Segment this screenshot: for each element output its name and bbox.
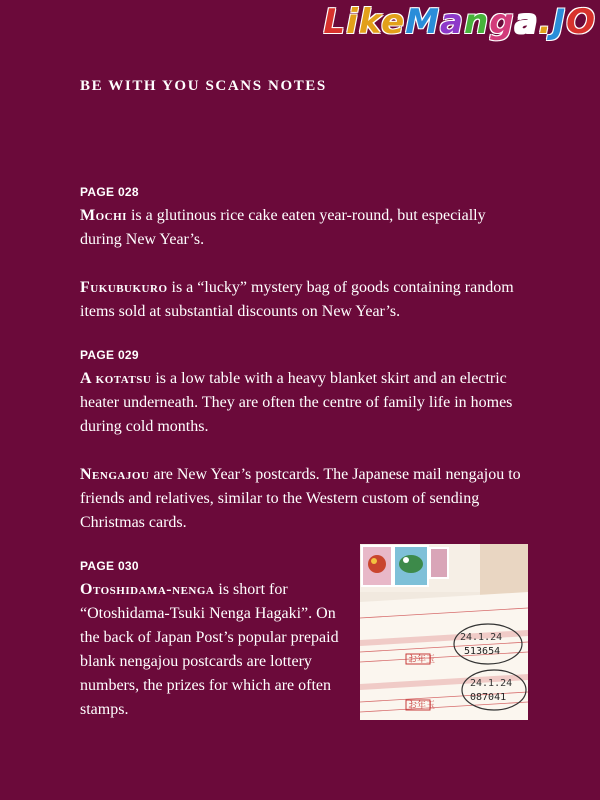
note-text: are New Year’s postcards. The Japanese mail nengajou to friends and relatives, similar to the Western custom of sending Christmas cards. — [80, 466, 521, 531]
note-nengajou — [80, 463, 530, 535]
watermark-letter: g — [489, 2, 515, 42]
note-fukubukuro — [80, 276, 530, 324]
note-mochi — [80, 204, 530, 252]
watermark-letter: M — [405, 2, 441, 42]
watermark-letter: . — [538, 2, 553, 42]
note-text: is short for “Otoshidama-Tsuki Nenga Hagaki”. On the back of Japan Post’s popular prepaid blank nengajou postcards are lottery numbers, the prizes for which are often stamps. — [80, 581, 339, 718]
note-term: Fukubukuro — [80, 279, 168, 296]
note-kotatsu — [80, 367, 530, 439]
watermark-letter: O — [566, 2, 596, 42]
watermark-letter: a — [440, 2, 464, 42]
page-label-029: PAGE 029 — [80, 348, 139, 362]
postmark-number: 087041 — [470, 692, 507, 703]
page-label-028: PAGE 028 — [80, 185, 139, 199]
otoshidama-label: お年玉 — [408, 655, 436, 665]
page-label-030: PAGE 030 — [80, 559, 139, 573]
nengajou-postcards-photo — [360, 544, 528, 720]
page-title: BE WITH YOU SCANS NOTES — [80, 78, 327, 94]
watermark-letter: n — [464, 2, 490, 42]
watermark-letter: L — [323, 2, 347, 42]
note-term: A kotatsu — [80, 370, 152, 387]
postmark-date: 24.1.24 — [470, 678, 513, 689]
postmark-date: 24.1.24 — [460, 632, 503, 643]
note-text: is a low table with a heavy blanket skirt and an electric heater underneath. They are often the centre of family life in homes during cold months. — [80, 370, 513, 435]
note-otoshidama-nenga — [80, 578, 355, 722]
note-term: Mochi — [80, 207, 127, 224]
note-text: is a “lucky” mystery bag of goods containing random items sold at substantial discounts on New Year’s. — [80, 279, 514, 320]
otoshidama-label: お年玉 — [408, 701, 436, 711]
watermark-letter: ike — [346, 2, 406, 42]
note-text: is a glutinous rice cake eaten year-round, but especially during New Year’s. — [80, 207, 486, 248]
note-term: Otoshidama-nenga — [80, 581, 215, 598]
watermark-letter: a — [514, 2, 539, 42]
note-term: Nengajou — [80, 466, 150, 483]
postmark-number: 513654 — [464, 646, 501, 657]
watermark-logo — [323, 2, 596, 42]
watermark-letter: J — [552, 2, 567, 42]
